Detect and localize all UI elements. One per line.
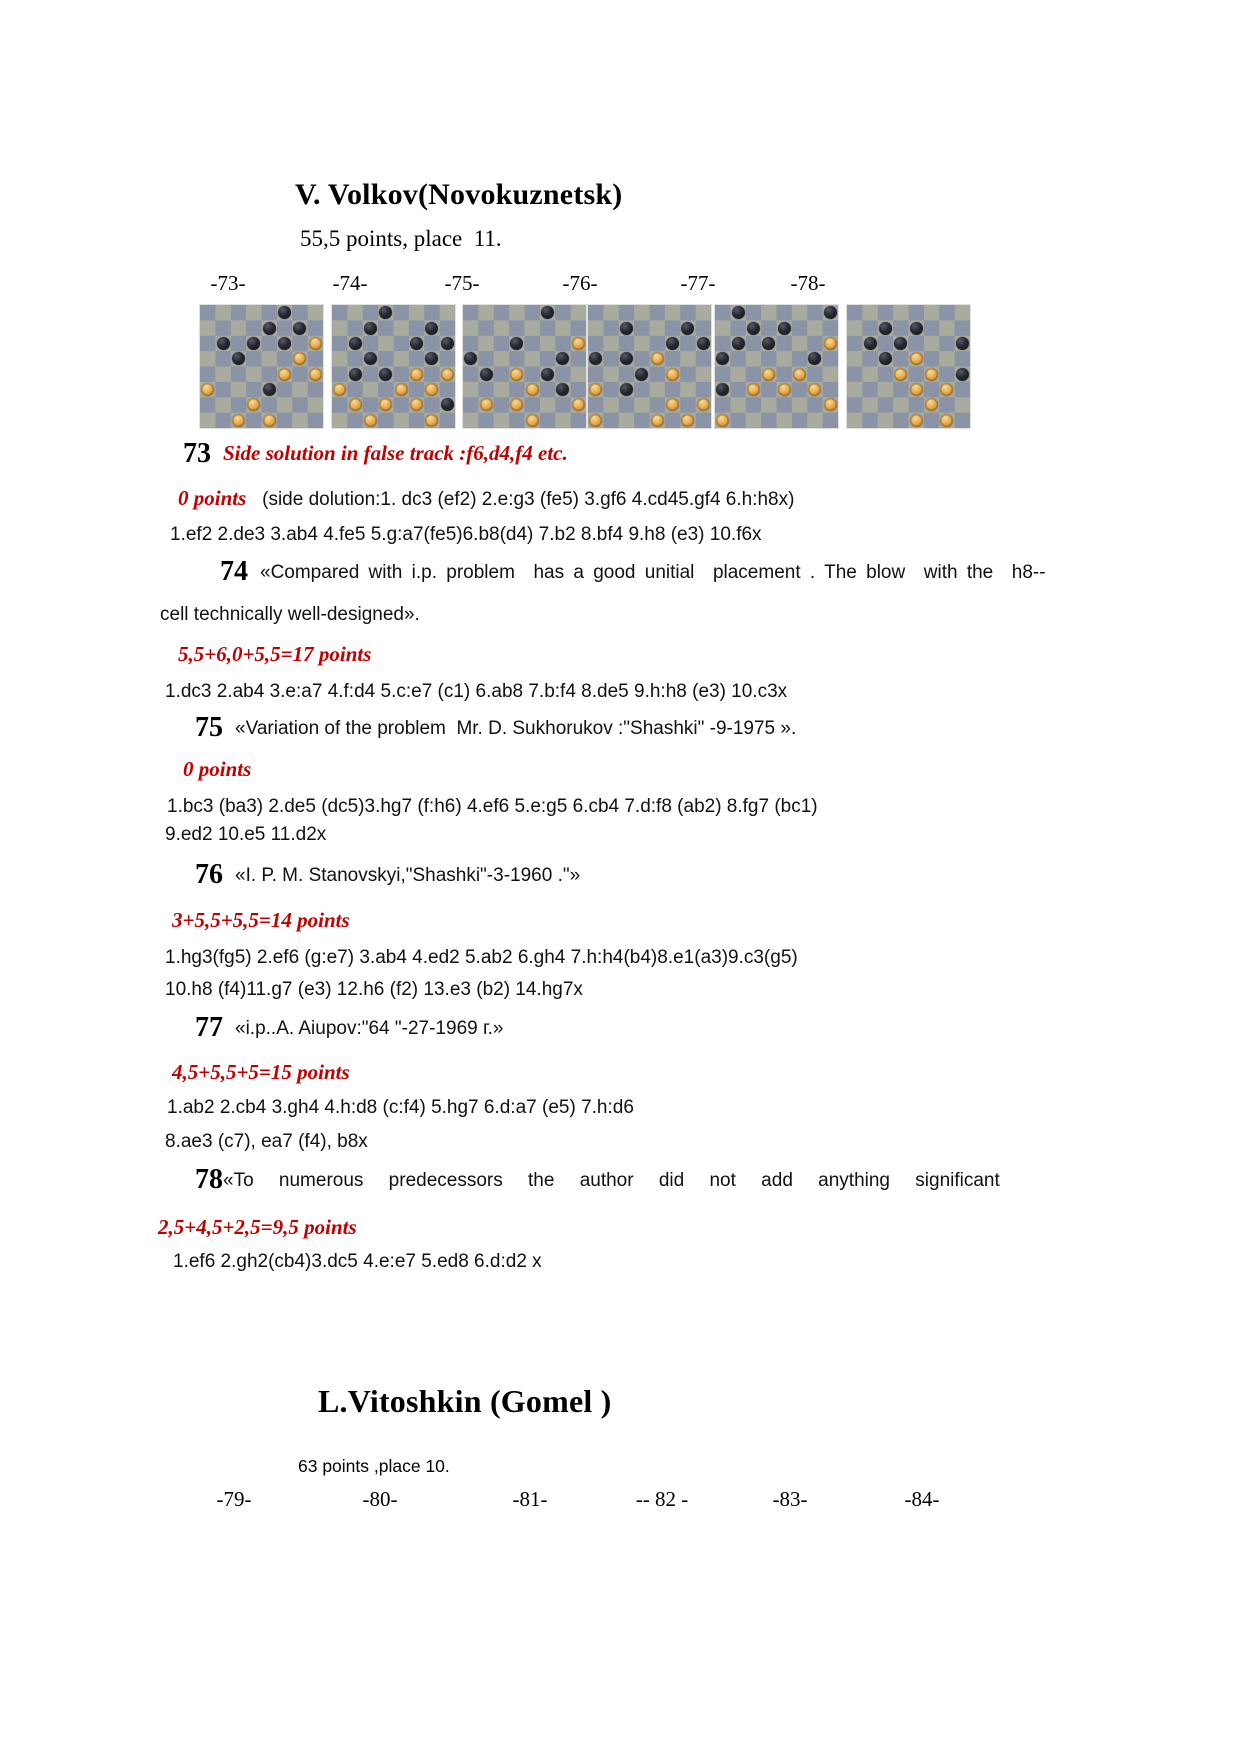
white-checker-piece bbox=[572, 398, 585, 411]
problem-number: 73 bbox=[183, 438, 211, 469]
black-checker-piece bbox=[410, 337, 423, 350]
black-checker-piece bbox=[697, 337, 710, 350]
white-checker-piece bbox=[278, 368, 291, 381]
white-checker-piece bbox=[379, 398, 392, 411]
black-checker-piece bbox=[879, 322, 892, 335]
moves-text: cell technically well-designed». bbox=[160, 604, 420, 625]
checkers-board-74 bbox=[332, 305, 455, 428]
black-checker-piece bbox=[379, 306, 392, 319]
problem-number: 78 bbox=[195, 1164, 223, 1195]
black-checker-piece bbox=[620, 322, 633, 335]
moves-text: 1.ef6 2.gh2(cb4)3.dc5 4.e:e7 5.ed8 6.d:d2 x bbox=[173, 1251, 542, 1272]
points-total-red: 0 points bbox=[178, 486, 247, 510]
comment-text: «Variation of the problem Mr. D. Sukhorukov :"Shashki" -9-1975 ». bbox=[235, 718, 797, 739]
white-checker-piece bbox=[589, 383, 602, 396]
problem-heading-line bbox=[183, 438, 568, 470]
moves-line bbox=[173, 1251, 542, 1273]
points-line bbox=[178, 486, 794, 511]
diagram-number-label: -81- bbox=[512, 1487, 548, 1511]
black-checker-piece bbox=[278, 337, 291, 350]
moves-text: 8.ae3 (c7), ea7 (f4), b8x bbox=[165, 1131, 368, 1152]
problem-heading-line bbox=[195, 1012, 503, 1044]
white-checker-piece bbox=[410, 368, 423, 381]
moves-text: 10.h8 (f4)11.g7 (e3) 12.h6 (f2) 13.e3 (b2) 14.hg7x bbox=[165, 979, 583, 1000]
checkers-board-78 bbox=[847, 305, 970, 428]
white-checker-piece bbox=[410, 398, 423, 411]
black-checker-piece bbox=[364, 352, 377, 365]
author-title-vitoshkin: L.Vitoshkin (Gomel ) bbox=[318, 1383, 612, 1419]
black-checker-piece bbox=[263, 383, 276, 396]
comment-text: «I. P. M. Stanovskyi,"Shashki"-3-1960 ."» bbox=[235, 865, 581, 886]
black-checker-piece bbox=[778, 322, 791, 335]
moves-line bbox=[160, 604, 420, 626]
black-checker-piece bbox=[808, 352, 821, 365]
white-checker-piece bbox=[480, 398, 493, 411]
white-checker-piece bbox=[666, 368, 679, 381]
white-checker-piece bbox=[309, 337, 322, 350]
diagram-number-label: -74- bbox=[332, 271, 368, 295]
white-checker-piece bbox=[510, 368, 523, 381]
problem-heading-line bbox=[220, 556, 1046, 588]
moves-text: 1.dc3 2.ab4 3.e:a7 4.f:d4 5.c:e7 (c1) 6.ab8 7.b:f4 8.de5 9.h:h8 (e3) 10.c3x bbox=[165, 681, 788, 702]
white-checker-piece bbox=[793, 368, 806, 381]
white-checker-piece bbox=[666, 398, 679, 411]
diagram-number-label: -78- bbox=[790, 271, 826, 295]
black-checker-piece bbox=[956, 368, 969, 381]
white-checker-piece bbox=[510, 398, 523, 411]
black-checker-piece bbox=[716, 383, 729, 396]
black-checker-piece bbox=[464, 352, 477, 365]
white-checker-piece bbox=[910, 383, 923, 396]
points-line bbox=[172, 908, 350, 933]
points-place-subtitle-vitoshkin: 63 points ,place 10. bbox=[298, 1456, 450, 1476]
black-checker-piece bbox=[824, 306, 837, 319]
comment-text: «Compared with i.p. problem has a good unitial placement . The blow with the h8-- bbox=[260, 562, 1046, 583]
white-checker-piece bbox=[940, 414, 953, 427]
black-checker-piece bbox=[681, 322, 694, 335]
points-place-subtitle-volkov: 55,5 points, place 11. bbox=[300, 226, 502, 251]
white-checker-piece bbox=[201, 383, 214, 396]
checkers-board-75 bbox=[463, 305, 586, 428]
points-line bbox=[158, 1215, 357, 1240]
white-checker-piece bbox=[247, 398, 260, 411]
white-checker-piece bbox=[526, 383, 539, 396]
black-checker-piece bbox=[589, 352, 602, 365]
points-total-red: 0 points bbox=[183, 757, 252, 781]
points-total-red: 3+5,5+5,5=14 points bbox=[172, 908, 350, 932]
black-checker-piece bbox=[349, 368, 362, 381]
black-checker-piece bbox=[666, 337, 679, 350]
white-checker-piece bbox=[910, 352, 923, 365]
points-total-red: 2,5+4,5+2,5=9,5 points bbox=[158, 1215, 357, 1239]
diagram-number-label: -83- bbox=[772, 1487, 808, 1511]
black-checker-piece bbox=[556, 352, 569, 365]
white-checker-piece bbox=[925, 368, 938, 381]
moves-text: 1.ab2 2.cb4 3.gh4 4.h:d8 (c:f4) 5.hg7 6.d:a7 (e5) 7.h:d6 bbox=[167, 1097, 634, 1118]
moves-line bbox=[165, 681, 787, 703]
checkers-board-76 bbox=[588, 305, 711, 428]
white-checker-piece bbox=[263, 414, 276, 427]
author-title-volkov: V. Volkov(Novokuznetsk) bbox=[295, 178, 623, 211]
points-total-red: 5,5+6,0+5,5=17 points bbox=[178, 642, 372, 666]
white-checker-piece bbox=[333, 383, 346, 396]
moves-text: 9.ed2 10.e5 11.d2x bbox=[165, 824, 327, 845]
white-checker-piece bbox=[441, 368, 454, 381]
black-checker-piece bbox=[293, 322, 306, 335]
checkers-board-77 bbox=[715, 305, 838, 428]
black-checker-piece bbox=[425, 322, 438, 335]
moves-text: 1.bc3 (ba3) 2.de5 (dc5)3.hg7 (f:h6) 4.ef6 5.e:g5 6.cb4 7.d:f8 (ab2) 8.fg7 (bc1) bbox=[167, 796, 818, 817]
white-checker-piece bbox=[716, 414, 729, 427]
black-checker-piece bbox=[879, 352, 892, 365]
white-checker-piece bbox=[395, 383, 408, 396]
problem-number: 75 bbox=[195, 712, 223, 743]
white-checker-piece bbox=[762, 368, 775, 381]
black-checker-piece bbox=[541, 306, 554, 319]
white-checker-piece bbox=[651, 414, 664, 427]
white-checker-piece bbox=[425, 383, 438, 396]
black-checker-piece bbox=[232, 352, 245, 365]
black-checker-piece bbox=[620, 383, 633, 396]
black-checker-piece bbox=[732, 337, 745, 350]
white-checker-piece bbox=[364, 414, 377, 427]
white-checker-piece bbox=[940, 383, 953, 396]
white-checker-piece bbox=[232, 414, 245, 427]
diagram-number-label: -84- bbox=[904, 1487, 940, 1511]
points-line bbox=[172, 1060, 350, 1085]
problem-heading-line bbox=[195, 859, 580, 891]
checkers-board-73 bbox=[200, 305, 323, 428]
black-checker-piece bbox=[247, 337, 260, 350]
black-checker-piece bbox=[278, 306, 291, 319]
black-checker-piece bbox=[864, 337, 877, 350]
moves-text: 1.ef2 2.de3 3.ab4 4.fe5 5.g:a7(fe5)6.b8(d4) 7.b2 8.bf4 9.h8 (e3) 10.f6x bbox=[170, 524, 762, 545]
moves-line bbox=[170, 524, 762, 546]
problem-number: 77 bbox=[195, 1012, 223, 1043]
black-checker-piece bbox=[732, 306, 745, 319]
moves-line bbox=[167, 1097, 634, 1119]
diagram-number-label: -80- bbox=[362, 1487, 398, 1511]
white-checker-piece bbox=[681, 414, 694, 427]
problem-heading-line bbox=[195, 712, 796, 744]
comment-text: «To numerous predecessors the author did not add anything significant bbox=[223, 1170, 1000, 1191]
comment-text: (side dolution:1. dc3 (ef2) 2.e:g3 (fe5) 3.gf6 4.cd45.gf4 6.h:h8x) bbox=[246, 489, 795, 510]
diagram-number-label: -75- bbox=[444, 271, 480, 295]
white-checker-piece bbox=[824, 398, 837, 411]
problem-number: 74 bbox=[220, 556, 248, 587]
white-checker-piece bbox=[651, 352, 664, 365]
comment-text: «i.p..A. Aiupov:"64 "-27-1969 г.» bbox=[235, 1018, 504, 1039]
white-checker-piece bbox=[425, 414, 438, 427]
black-checker-piece bbox=[894, 337, 907, 350]
white-checker-piece bbox=[747, 383, 760, 396]
diagram-number-label: -77- bbox=[680, 271, 716, 295]
black-checker-piece bbox=[425, 352, 438, 365]
moves-text: 1.hg3(fg5) 2.ef6 (g:e7) 3.ab4 4.ed2 5.ab2 6.gh4 7.h:h4(b4)8.e1(a3)9.c3(g5) bbox=[165, 947, 798, 968]
black-checker-piece bbox=[510, 337, 523, 350]
diagram-number-label: -73- bbox=[210, 271, 246, 295]
white-checker-piece bbox=[589, 414, 602, 427]
problem-heading-line bbox=[195, 1164, 1000, 1196]
black-checker-piece bbox=[556, 383, 569, 396]
black-checker-piece bbox=[620, 352, 633, 365]
moves-line bbox=[165, 947, 798, 969]
black-checker-piece bbox=[956, 337, 969, 350]
black-checker-piece bbox=[480, 368, 493, 381]
moves-line bbox=[167, 796, 818, 818]
moves-line bbox=[165, 979, 583, 1001]
white-checker-piece bbox=[910, 414, 923, 427]
white-checker-piece bbox=[697, 398, 710, 411]
white-checker-piece bbox=[925, 398, 938, 411]
black-checker-piece bbox=[263, 322, 276, 335]
black-checker-piece bbox=[910, 322, 923, 335]
white-checker-piece bbox=[526, 414, 539, 427]
black-checker-piece bbox=[541, 368, 554, 381]
diagram-number-label: -- 82 - bbox=[635, 1487, 689, 1511]
white-checker-piece bbox=[808, 383, 821, 396]
black-checker-piece bbox=[441, 398, 454, 411]
black-checker-piece bbox=[716, 352, 729, 365]
black-checker-piece bbox=[635, 368, 648, 381]
white-checker-piece bbox=[824, 337, 837, 350]
black-checker-piece bbox=[762, 337, 775, 350]
white-checker-piece bbox=[309, 368, 322, 381]
problem-number: 76 bbox=[195, 859, 223, 890]
judge-remark-red: Side solution in false track :f6,d4,f4 etc. bbox=[223, 441, 568, 465]
points-line bbox=[178, 642, 371, 667]
black-checker-piece bbox=[379, 368, 392, 381]
white-checker-piece bbox=[894, 368, 907, 381]
white-checker-piece bbox=[778, 383, 791, 396]
white-checker-piece bbox=[293, 352, 306, 365]
black-checker-piece bbox=[217, 337, 230, 350]
diagram-number-label: -79- bbox=[216, 1487, 252, 1511]
black-checker-piece bbox=[747, 322, 760, 335]
black-checker-piece bbox=[441, 337, 454, 350]
black-checker-piece bbox=[364, 322, 377, 335]
points-total-red: 4,5+5,5+5=15 points bbox=[172, 1060, 350, 1084]
points-line bbox=[183, 757, 251, 782]
white-checker-piece bbox=[572, 337, 585, 350]
diagram-number-label: -76- bbox=[562, 271, 598, 295]
moves-line bbox=[165, 1131, 368, 1153]
moves-line bbox=[165, 824, 326, 846]
black-checker-piece bbox=[349, 337, 362, 350]
white-checker-piece bbox=[349, 398, 362, 411]
